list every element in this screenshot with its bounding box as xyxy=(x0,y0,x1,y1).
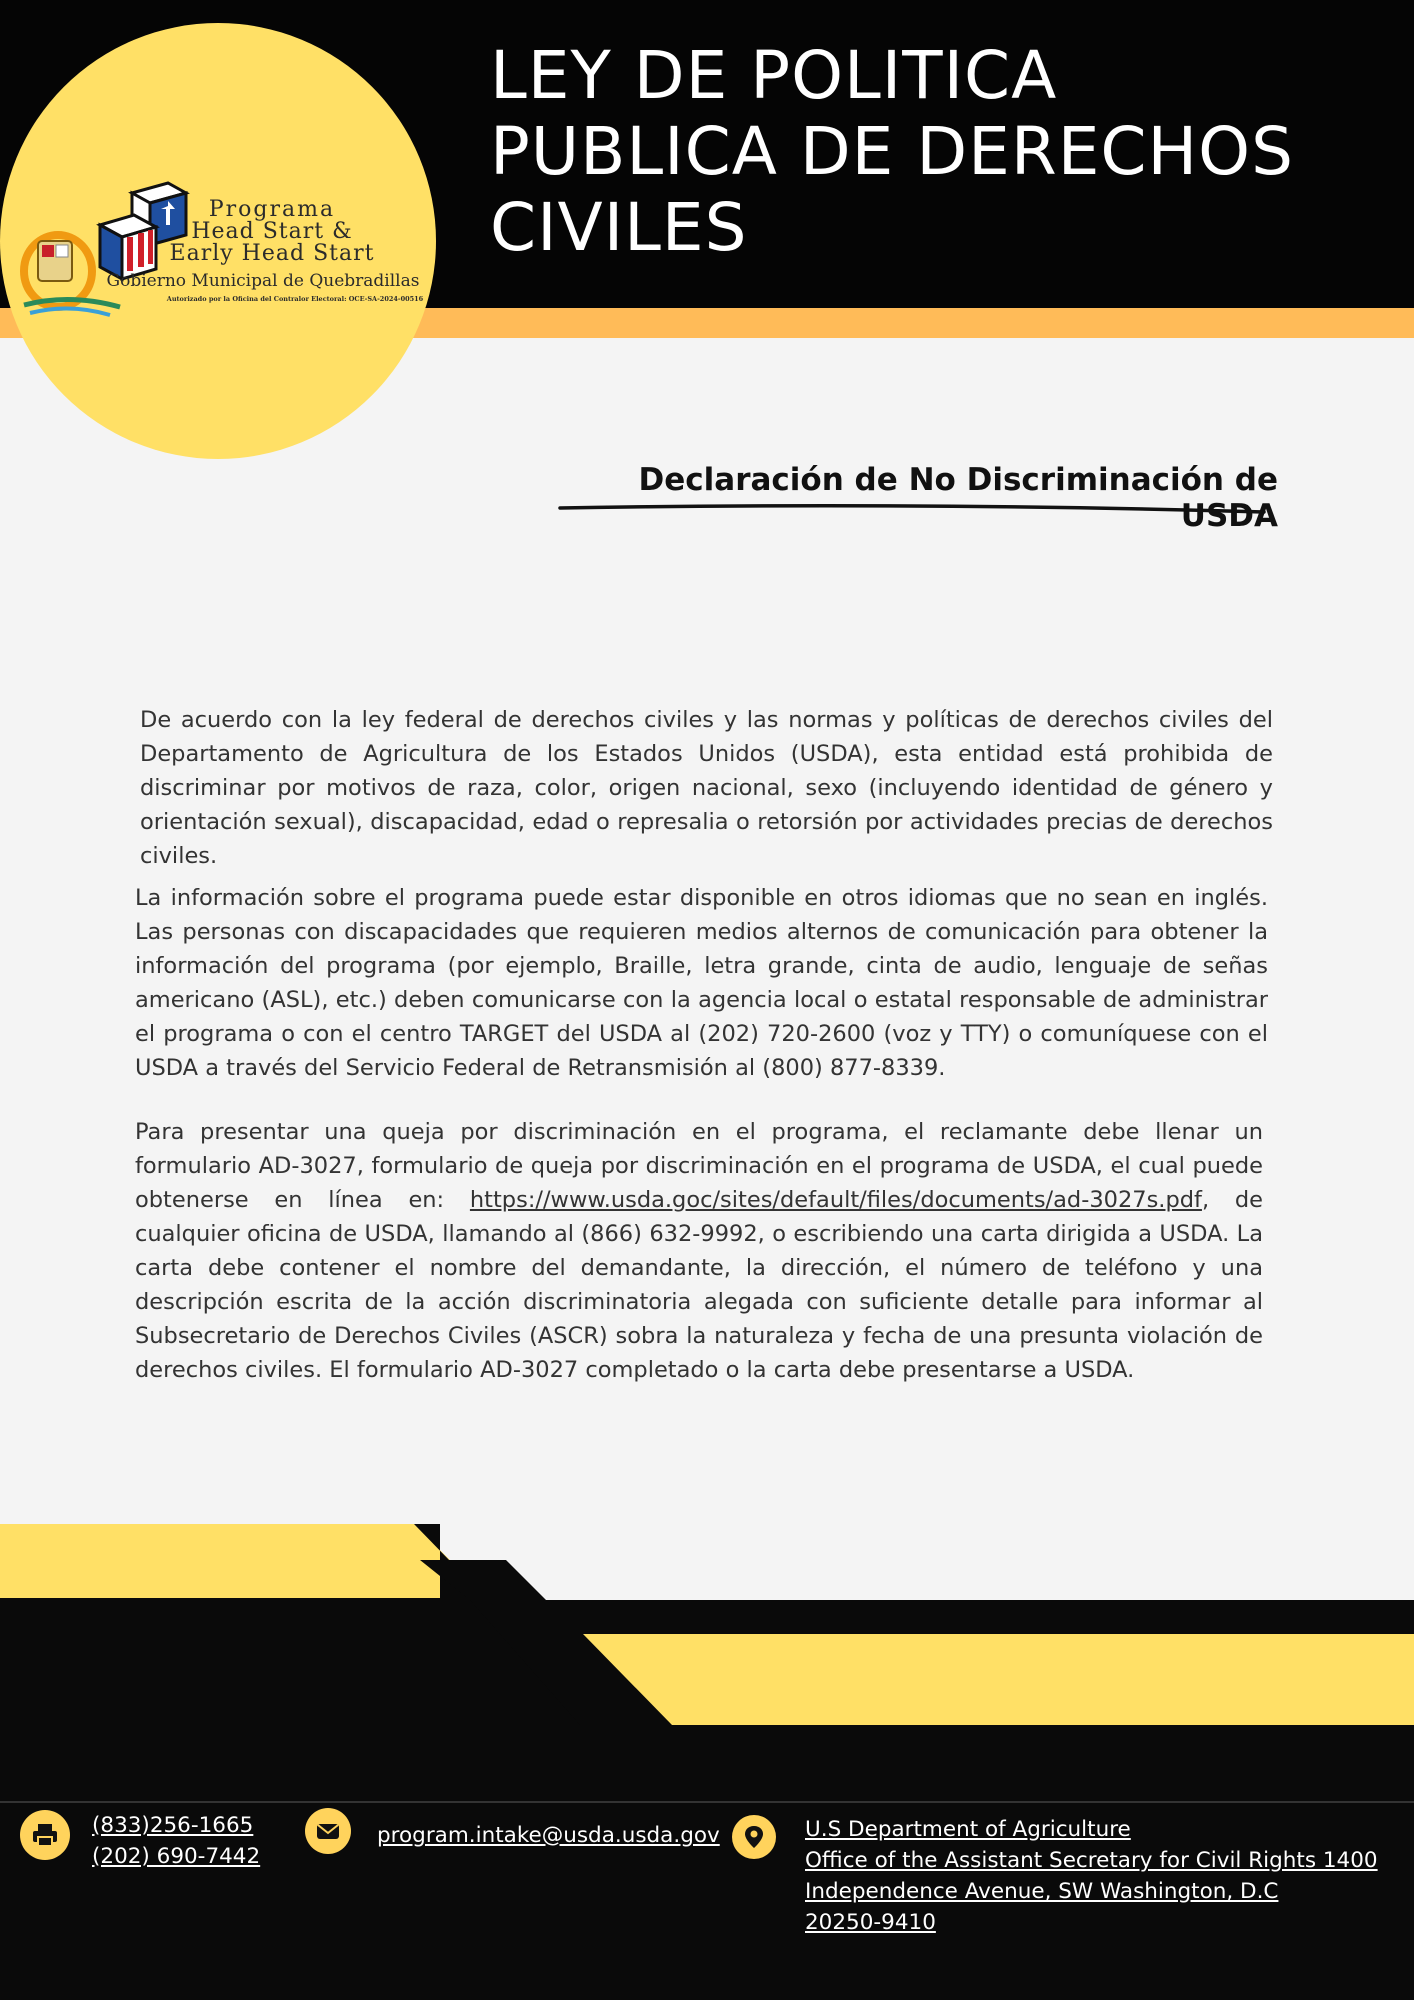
email-link[interactable]: program.intake@usda.usda.gov xyxy=(377,1823,720,1848)
phone-link[interactable]: (202) 690-7442 xyxy=(92,1844,261,1869)
logo-line: Head Start & xyxy=(191,219,353,244)
paragraph-text: , de cualquier oficina de USDA, llamando al (866) 632-9992, o escribiendo una carta dirigida a USDA. La carta debe contener el nombre del demandante, la dirección, el número de teléfono y una descripción escrita de la acción discriminatoria alegada con suficiente detalle para informar al Subsecretario de Derechos Civiles (ASCR) sobra la naturaleza y fecha de una presunta violación de derechos civiles. El formulario AD-3027 completado o la carta debe presentarse a USDA. xyxy=(135,1187,1264,1383)
footer-phone xyxy=(20,1810,260,1872)
location-pin-icon xyxy=(732,1815,776,1859)
address-line[interactable]: U.S Department of Agriculture xyxy=(805,1817,1131,1842)
logo-line: Gobierno Municipal de Quebradillas xyxy=(106,271,420,291)
envelope-icon xyxy=(305,1808,351,1854)
footer-divider xyxy=(0,1801,1414,1803)
logo-line: Programa xyxy=(208,197,336,222)
printer-icon xyxy=(20,1810,70,1860)
title-line: LEY DE POLITICA xyxy=(490,37,1058,114)
phone-link[interactable]: (833)256-1665 xyxy=(92,1813,254,1838)
decorative-shapes xyxy=(0,1520,1414,1726)
heading-underline xyxy=(556,500,1268,516)
paragraph-nondiscrimination: De acuerdo con la ley federal de derechos civiles y las normas y políticas de derechos civiles del Departamento de Agricultura de los Estados Unidos (USDA), esta entidad está prohibida de discriminar por motivos de raza, color, origen nacional, sexo (incluyendo identidad de género y orientación sexual), discapacidad, edad o represalia o retorsión por actividades precias de derechos civiles. xyxy=(140,707,1273,869)
footer-address xyxy=(732,1815,1378,1938)
page-title xyxy=(490,38,1390,266)
address-line[interactable]: Independence Avenue, SW Washington, D.C xyxy=(805,1879,1279,1904)
paragraph-complaint xyxy=(135,1115,1263,1387)
flag-block-icon xyxy=(100,215,156,279)
logo-line: Autorizado por la Oficina del Contralor Electoral: OCE-SA-2024-00516 xyxy=(166,295,424,303)
address-line[interactable]: 20250-9410 xyxy=(805,1910,936,1935)
footer-email xyxy=(305,1808,720,1854)
title-line: CIVILES xyxy=(490,189,748,266)
address-line[interactable]: Office of the Assistant Secretary for Civil Rights 1400 xyxy=(805,1848,1378,1873)
ad-3027-form-link[interactable]: https://www.usda.goc/sites/default/files/documents/ad-3027s.pdf xyxy=(469,1187,1202,1213)
logo-line: Early Head Start xyxy=(169,241,375,266)
paragraph-text: Para presentar una queja por discriminación en el programa, el reclamante debe llenar un formulario AD-3027, formulario de queja por discriminación en el programa de USDA, el cual puede obtenerse en línea en: xyxy=(135,1119,1263,1213)
title-line: PUBLICA DE DERECHOS xyxy=(490,113,1294,190)
paragraph-language-access: La información sobre el programa puede estar disponible en otros idiomas que no sean en inglés. Las personas con discapacidades que requieren medios alternos de comunicación para obtener la información del programa (por ejemplo, Braille, letra grande, cinta de audio, lenguaje de señas americano (ASL), etc.) deben comunicarse con la agencia local o estatal responsable de administrar el programa o con el centro TARGET del USDA al (202) 720-2600 (voz y TTY) o comuníquese con el USDA a través del Servicio Federal de Retransmisión al (800) 877-8339. xyxy=(135,885,1268,1081)
logo xyxy=(0,23,436,459)
section-heading: Declaración de No Discriminación de USDA xyxy=(638,462,1278,534)
